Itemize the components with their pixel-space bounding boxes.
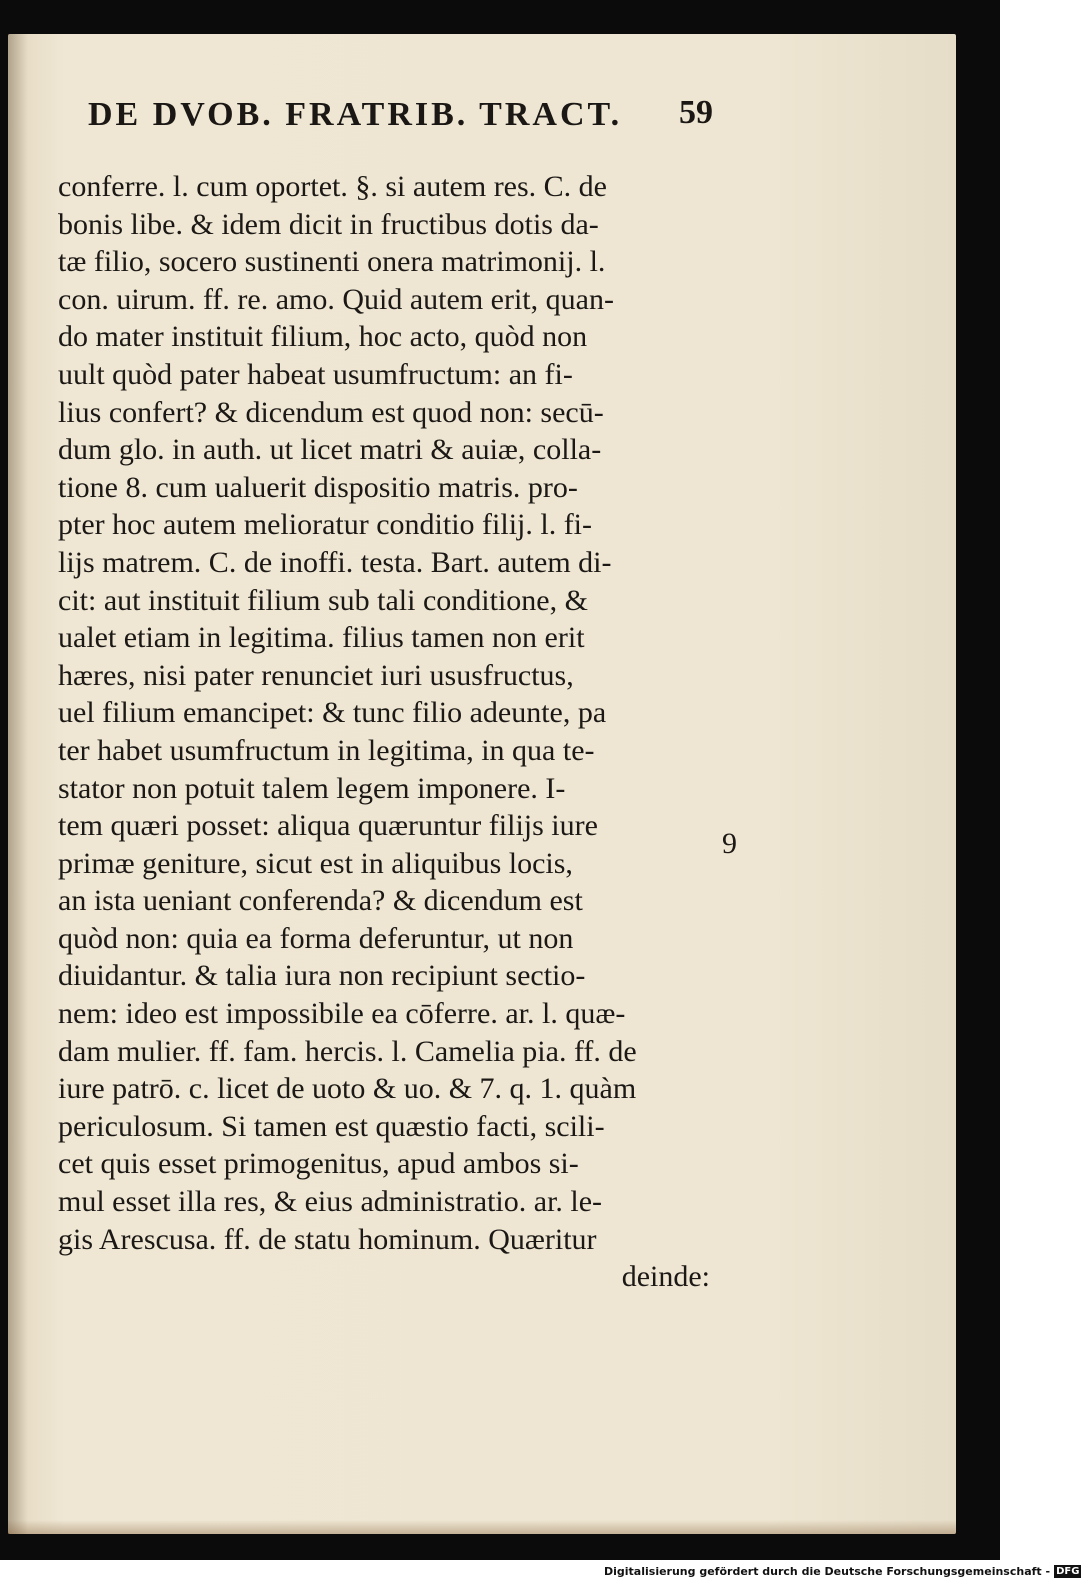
text-line: cet quis esset primogenitus, apud ambos si- — [58, 1147, 579, 1181]
text-line: lius confert? & dicendum est quod non: secū- — [58, 395, 604, 429]
text-line: nem: ideo est impossibile ea cōferre. ar. l. quæ- — [58, 997, 626, 1031]
text-line: con. uirum. ff. re. amo. Quid autem erit, quan- — [58, 282, 614, 316]
spine-shadow — [8, 34, 28, 1534]
text-line: hæres, nisi pater renunciet iuri ususfructus, — [58, 658, 574, 692]
text-line: ualet etiam in legitima. filius tamen non erit — [58, 621, 585, 655]
text-line: periculosum. Si tamen est quæstio facti, scili- — [58, 1109, 605, 1143]
text-line: ter habet usumfructum in legitima, in qua te- — [58, 733, 595, 767]
text-line: an ista ueniant conferenda? & dicendum est — [58, 884, 583, 918]
digitization-credit — [604, 1562, 1080, 1580]
dfg-logo: DFG — [1056, 1565, 1080, 1577]
text-line: iure patrō. c. licet de uoto & uo. & 7. q. 1. quàm — [58, 1072, 637, 1106]
text-line: mul esset illa res, & eius administratio. ar. le- — [58, 1185, 603, 1219]
marginal-note: 9 — [722, 827, 737, 860]
text-line: tæ filio, socero sustinenti onera matrimonij. l. — [58, 245, 606, 279]
page-number: 59 — [679, 94, 713, 131]
running-head — [88, 92, 713, 142]
text-line: quòd non: quia ea forma deferuntur, ut non — [58, 921, 574, 955]
text-line: dum glo. in auth. ut licet matri & auiæ, colla- — [58, 433, 602, 467]
text-line: do mater instituit filium, hoc acto, quòd non — [58, 320, 588, 354]
text-line: uel filium emancipet: & tunc filio adeunte, pa — [58, 696, 607, 730]
text-line: dam mulier. ff. fam. hercis. l. Camelia pia. ff. de — [58, 1034, 637, 1068]
text-line: stator non potuit talem legem imponere. I- — [58, 771, 566, 805]
text-line: conferre. l. cum oportet. §. si autem res. C. de — [58, 170, 607, 203]
text-line: bonis libe. & idem dicit in fructibus dotis da- — [58, 207, 599, 241]
text-line: diuidantur. & talia iura non recipiunt sectio- — [58, 959, 586, 993]
text-line: gis Arescusa. ff. de statu hominum. Quæritur — [58, 1222, 597, 1256]
text-line: tione 8. cum ualuerit dispositio matris. pro- — [58, 470, 578, 504]
running-head-title: DE DVOB. FRATRIB. TRACT. — [88, 96, 623, 133]
text-line: pter hoc autem melioratur conditio filij. l. fi- — [58, 508, 593, 542]
text-line: uult quòd pater habeat usumfructum: an fi- — [58, 357, 573, 391]
catchword: deinde: — [621, 1260, 710, 1294]
text-block — [58, 168, 710, 1296]
text-line: lijs matrem. C. de inoffi. testa. Bart. autem di- — [58, 545, 612, 579]
text-line: tem quæri posset: aliqua quæruntur filijs iure — [58, 809, 598, 843]
text-line: cit: aut instituit filium sub tali conditione, & — [58, 583, 588, 617]
text-line: primæ geniture, sicut est in aliquibus locis, — [58, 846, 573, 880]
credit-text: Digitalisierung gefördert durch die Deutsche Forschungsgemeinschaft - — [604, 1564, 1051, 1578]
